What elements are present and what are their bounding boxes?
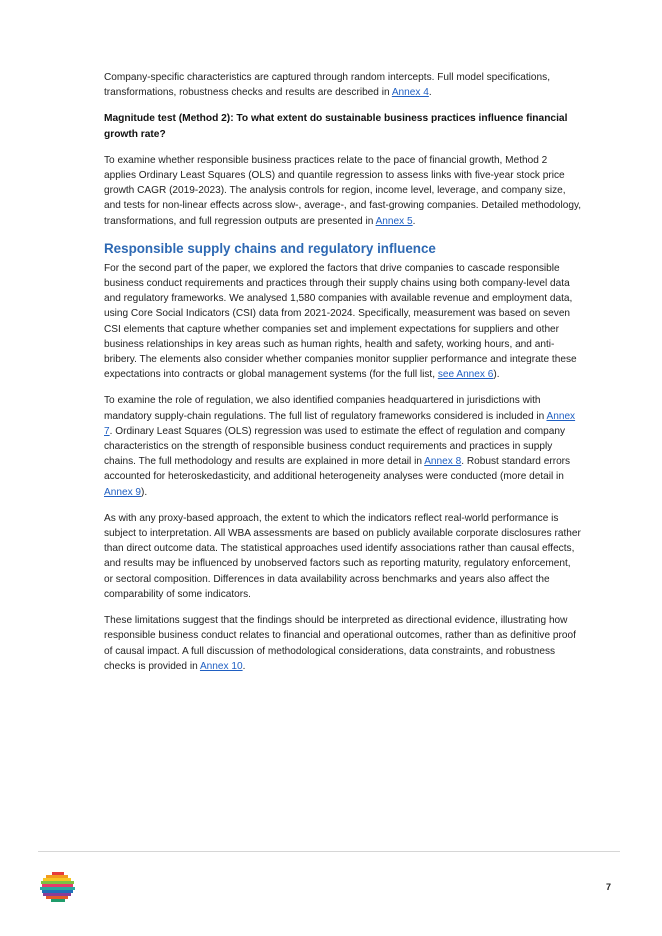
paragraph-proxy-limitations: As with any proxy-based approach, the extent to which the indicators reflect real-world performance is subject to interpretation. All WBA assessments are based on publicly available corporate disclosures rather than direct outcome data. The statistical approaches used identify associations rather than causal effects, and results may be influenced by unobserved factors such as reporting maturity, regulatory enforcement, or sectoral composition. Differences in data availability across benchmarks and years also affect the comparability of some indicators. xyxy=(104,512,581,600)
paragraph-supply-chain-factors xyxy=(104,261,582,383)
paragraph-text: For the second part of the paper, we explored the factors that drive companies to cascade responsible business conduct requirements and practices through their supply chains using both company-level data and regulatory frameworks. We analysed 1,580 companies with available revenue and employment data, using Core Social Indicators (CSI) data from 2021-2024. Specifically, measurement was based on seven CSI elements that capture whether companies set and implement expectations for suppliers and other business relationships in key areas such as human rights, health and safety, working hours, and anti-bribery. The elements also consider whether companies monitor supplier performance and integrate these expectations into contracts or global management systems (for the full list, xyxy=(104,262,577,381)
paragraph-text: Company-specific characteristics are captured through random intercepts. Full model specifications, transformations, robustness checks and results are described in xyxy=(104,72,551,99)
paragraph-text: . Ordinary Least Squares (OLS) regression was used to estimate the effect of regulation and company characteristics on the strength of responsible business conduct requirements and practices in supply chains. The full methodology and results are explained in more detail in xyxy=(104,425,566,468)
paragraph-random-intercepts xyxy=(104,70,582,100)
paragraph-end: ). xyxy=(493,369,500,381)
annex-7-link[interactable]: Annex 7 xyxy=(104,410,576,437)
method-2-heading: Magnitude test (Method 2): To what extent do sustainable business practices influence financial growth rate? xyxy=(104,113,568,140)
annex-4-link[interactable]: Annex 4 xyxy=(391,87,429,99)
paragraph-regulation-role xyxy=(104,393,582,499)
paragraph-text: . Robust standard errors accounted for heteroskedasticity, and additional heterogeneity analyses were conducted (more detail in xyxy=(104,456,571,483)
annex-10-link[interactable]: Annex 10 xyxy=(199,660,243,672)
paragraph-text: To examine whether responsible business practices relate to the pace of financial growth, Method 2 applies Ordinary Least Squares (OLS) and quantile regression to assess links with five-year stock price growth CAGR (2019-2023). The analysis controls for region, income level, leverage, and company size, and tests for non-linear effects across slow-, average-, and fast-growing companies. Detailed methodology, transformations, and full regression outputs are presented in xyxy=(104,154,582,227)
wba-logo-icon xyxy=(40,870,76,906)
paragraph-end: . xyxy=(242,660,246,672)
section-heading-supply-chains: Responsible supply chains and regulatory influence xyxy=(104,240,436,256)
annex-8-link[interactable]: Annex 8 xyxy=(424,456,462,468)
footer-divider xyxy=(38,851,620,852)
annex-6-link[interactable]: see Annex 6 xyxy=(437,369,494,381)
page-number: 7 xyxy=(606,882,612,892)
paragraph-method-2 xyxy=(104,153,582,229)
paragraph-directional-evidence xyxy=(104,613,582,674)
annex-5-link[interactable]: Annex 5 xyxy=(375,215,413,227)
page-content xyxy=(104,70,582,685)
paragraph-end: . xyxy=(412,215,416,227)
paragraph-text: To examine the role of regulation, we also identified companies headquartered in jurisdictions with mandatory supply-chain regulations. The full list of regulatory frameworks considered is included in xyxy=(104,395,547,422)
paragraph-text: These limitations suggest that the findings should be interpreted as directional evidence, illustrating how responsible business conduct relates to financial and operational outcomes, rather than as definitive proof of causal impact. A full discussion of methodological considerations, data constraints, and robustness checks is provided in xyxy=(104,615,576,672)
annex-9-link[interactable]: Annex 9 xyxy=(104,486,142,498)
paragraph-end: . xyxy=(428,87,432,99)
paragraph-end: ). xyxy=(141,486,148,498)
